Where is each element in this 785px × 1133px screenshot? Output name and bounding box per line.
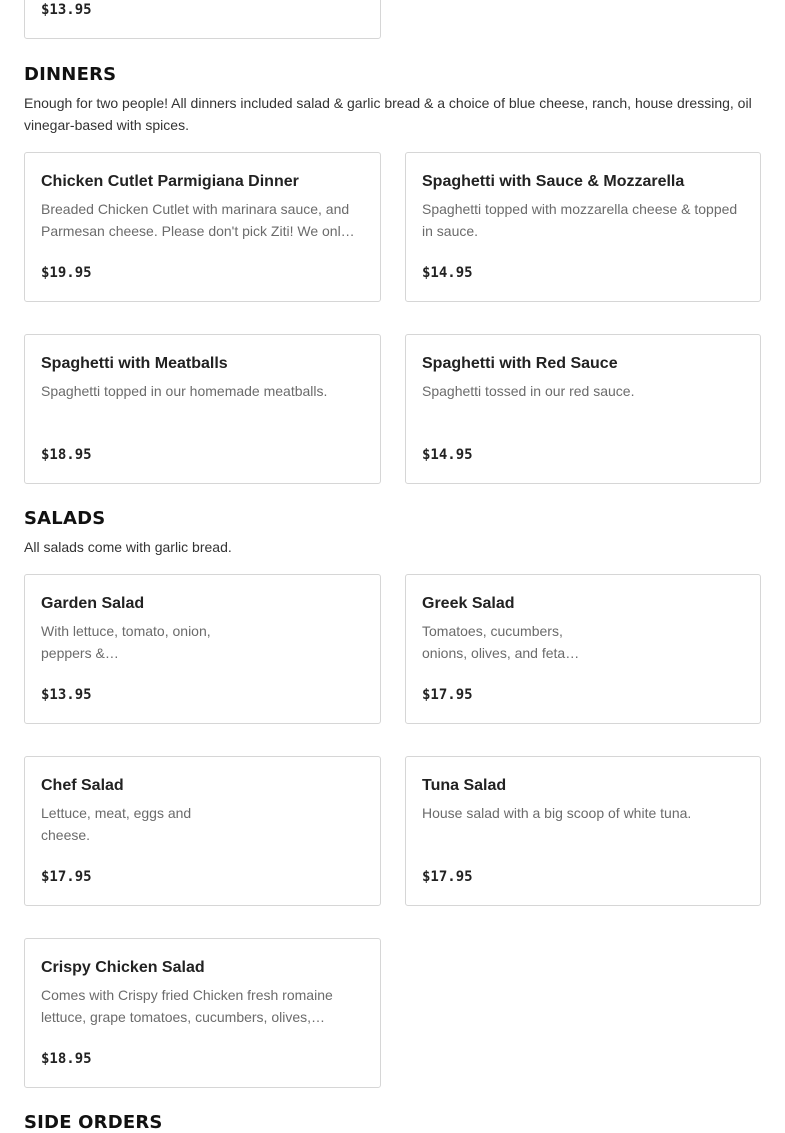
menu-item-price: $17.95 bbox=[422, 687, 473, 703]
menu-item-card[interactable] bbox=[405, 152, 761, 302]
menu-item-description: House salad with a big scoop of white tuna. bbox=[422, 805, 692, 821]
menu-item-description: With lettuce, tomato, onion, peppers &… bbox=[41, 623, 211, 661]
menu-item-description: Spaghetti tossed in our red sauce. bbox=[422, 383, 635, 399]
menu-item-name: Garden Salad bbox=[41, 595, 145, 612]
menu-item-price: $14.95 bbox=[422, 447, 473, 463]
menu-item-card[interactable] bbox=[24, 938, 381, 1088]
menu-item-price: $13.95 bbox=[41, 687, 92, 703]
menu-item-name: Crispy Chicken Salad bbox=[41, 959, 205, 976]
menu-item-card[interactable] bbox=[24, 756, 381, 906]
menu-item-description: Tomatoes, cucumbers, onions, olives, and feta… bbox=[422, 623, 580, 661]
menu-item-card[interactable] bbox=[24, 334, 381, 484]
menu-item-card[interactable] bbox=[405, 574, 761, 724]
menu-item-card[interactable] bbox=[24, 152, 381, 302]
section-description-dinners: Enough for two people! All dinners included salad & garlic bread & a choice of blue cheese, ranch, house dressing, oil vinegar-based with spices. bbox=[24, 95, 752, 133]
menu-item-name: Tuna Salad bbox=[422, 777, 507, 794]
menu-item-name: Chicken Cutlet Parmigiana Dinner bbox=[41, 173, 299, 190]
menu-item-description: Comes with Crispy fried Chicken fresh romaine lettuce, grape tomatoes, cucumbers, olives,… bbox=[41, 987, 333, 1025]
menu-item-price: $14.95 bbox=[422, 265, 473, 281]
menu-item-name: Chef Salad bbox=[41, 777, 124, 794]
menu-item-description: Lettuce, meat, eggs and cheese. bbox=[41, 805, 192, 843]
menu-item-name: Greek Salad bbox=[422, 595, 515, 612]
section-title-salads: SALADS bbox=[24, 508, 106, 529]
menu-item-price: $17.95 bbox=[41, 869, 92, 885]
menu-item-price: $19.95 bbox=[41, 265, 92, 281]
menu-item-name: Spaghetti with Sauce & Mozzarella bbox=[422, 173, 685, 190]
menu-item-description: Spaghetti topped in our homemade meatballs. bbox=[41, 383, 328, 399]
menu-item-name: Spaghetti with Meatballs bbox=[41, 355, 228, 372]
menu-item-description: Breaded Chicken Cutlet with marinara sauce, and Parmesan cheese. Please don't pick Ziti! We onl… bbox=[41, 201, 355, 239]
menu-item-price: $18.95 bbox=[41, 1051, 92, 1067]
menu-item-name: Spaghetti with Red Sauce bbox=[422, 355, 618, 372]
section-title-side-orders: SIDE ORDERS bbox=[24, 1112, 163, 1133]
menu-item-card[interactable] bbox=[24, 574, 381, 724]
menu-item-card[interactable] bbox=[405, 756, 761, 906]
section-description-salads: All salads come with garlic bread. bbox=[24, 539, 232, 555]
menu-item-price: $13.95 bbox=[41, 2, 92, 18]
menu-item-description: Spaghetti topped with mozzarella cheese & topped in sauce. bbox=[422, 201, 738, 239]
menu-item-card[interactable] bbox=[24, 0, 381, 39]
menu-item-price: $17.95 bbox=[422, 869, 473, 885]
menu-item-price: $18.95 bbox=[41, 447, 92, 463]
section-title-dinners: DINNERS bbox=[24, 64, 117, 85]
menu-item-card[interactable] bbox=[405, 334, 761, 484]
